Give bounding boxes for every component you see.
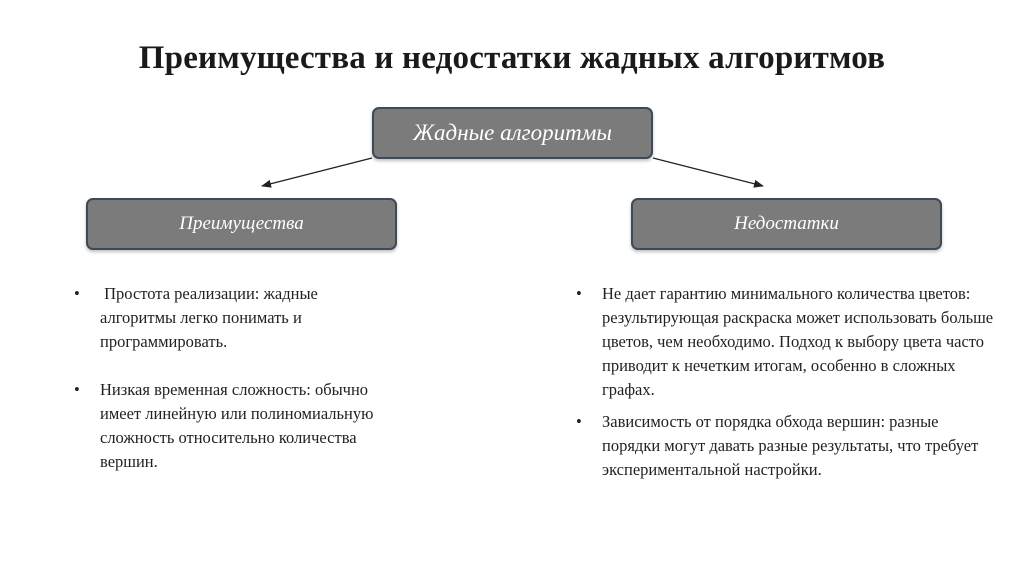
root-node-label: Жадные алгоритмы bbox=[412, 120, 612, 145]
root-node bbox=[372, 107, 653, 159]
advantage-text: Простота реализации: жадные алгоритмы легко понимать и программировать. bbox=[100, 284, 322, 351]
list-item bbox=[74, 378, 384, 474]
advantages-node-label: Преимущества bbox=[179, 213, 304, 234]
advantages-list bbox=[74, 282, 384, 474]
disadvantage-text: Зависимость от порядка обхода вершин: разные порядки могут давать разные результаты, что требует экспериментальной настройки. bbox=[602, 412, 979, 479]
list-item bbox=[74, 282, 384, 354]
advantages-node bbox=[86, 198, 397, 250]
bullet-icon: • bbox=[576, 412, 582, 431]
arrow-to-disadvantages bbox=[653, 158, 763, 186]
slide-title: Преимущества и недостатки жадных алгоритмов bbox=[138, 40, 886, 76]
list-item bbox=[576, 282, 996, 402]
disadvantages-node bbox=[631, 198, 942, 250]
bullet-icon: • bbox=[74, 284, 80, 303]
disadvantage-text: Не дает гарантию минимального количества цветов: результирующая раскраска может использовать больше цветов, чем необходимо. Подход к выбору цвета часто приводит к нечетким итогам, особенно в сложных графах. bbox=[602, 284, 994, 399]
arrow-to-advantages bbox=[262, 158, 372, 186]
bullet-icon: • bbox=[576, 284, 582, 303]
list-item bbox=[576, 410, 996, 482]
advantage-text: Низкая временная сложность: обычно имеет линейную или полиномиальную сложность относительно количества вершин. bbox=[100, 380, 374, 471]
disadvantages-node-label: Недостатки bbox=[734, 213, 839, 234]
bullet-icon: • bbox=[74, 380, 80, 399]
disadvantages-list bbox=[576, 282, 996, 482]
